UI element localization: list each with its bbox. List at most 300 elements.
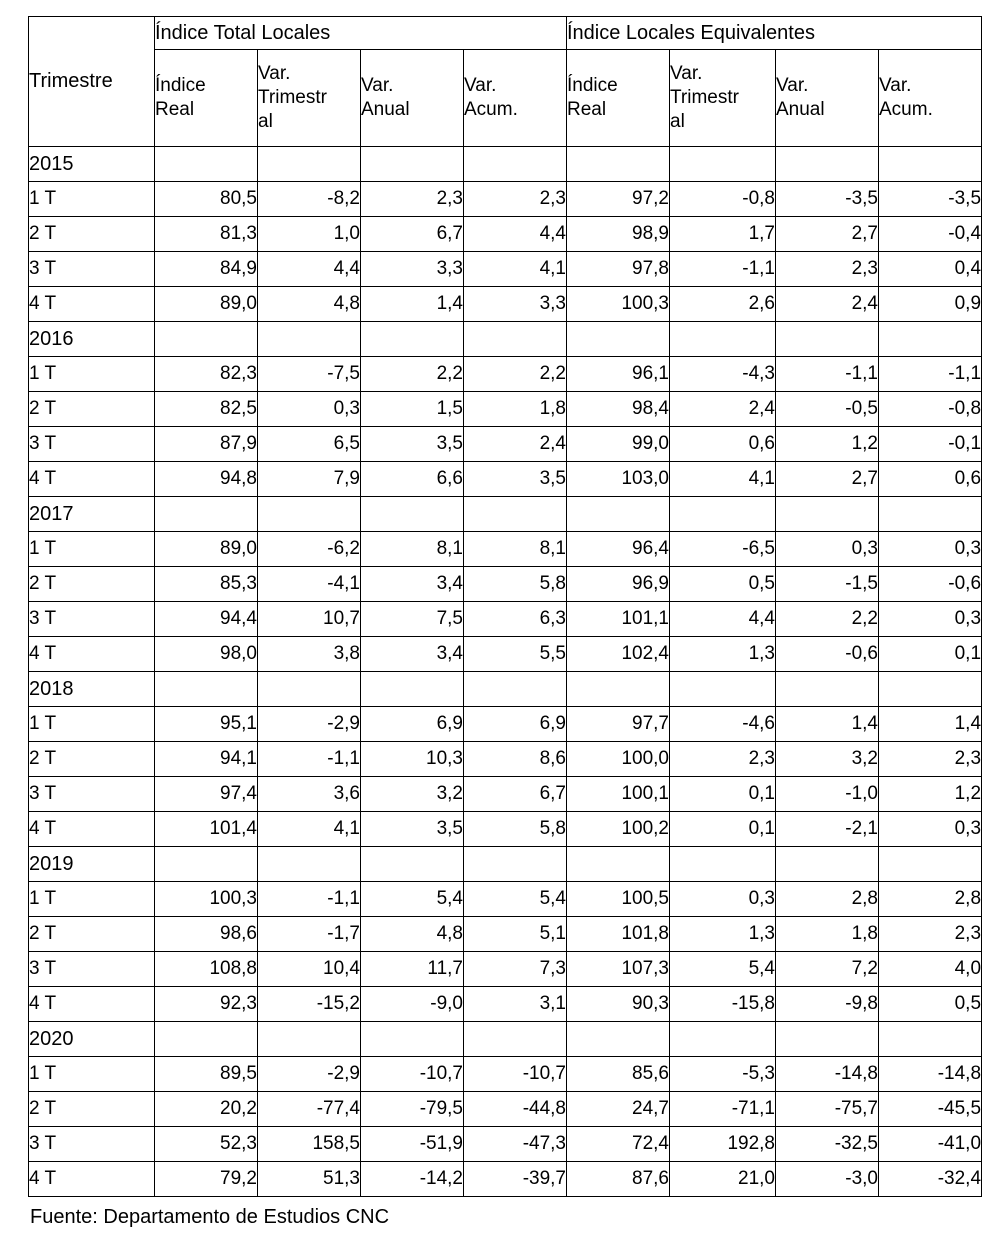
data-cell: 100,3 [155,882,258,917]
year-label: 2015 [29,147,155,182]
data-cell: 2,4 [464,427,567,462]
data-cell: -10,7 [361,1057,464,1092]
data-cell: 158,5 [258,1127,361,1162]
data-cell: 98,4 [567,392,670,427]
data-cell: -1,1 [776,357,879,392]
data-cell: 2,7 [776,462,879,497]
data-cell: -1,5 [776,567,879,602]
data-cell: 95,1 [155,707,258,742]
subheader-line-1: Var. [258,63,291,85]
data-cell: 2,8 [879,882,982,917]
data-cell: -0,5 [776,392,879,427]
data-cell: 100,5 [567,882,670,917]
data-cell: 96,1 [567,357,670,392]
table-row [29,882,982,917]
data-cell: 1,3 [670,637,776,672]
data-cell: 1,4 [361,287,464,322]
data-cell: -9,8 [776,987,879,1022]
data-cell: -15,2 [258,987,361,1022]
year-blank-cell [776,847,879,882]
data-cell: 2,8 [776,882,879,917]
year-blank-cell [776,322,879,357]
data-cell: -44,8 [464,1092,567,1127]
subheader-indice-real-total [155,50,258,147]
year-blank-cell [670,1022,776,1057]
data-cell: 2,3 [464,182,567,217]
quarter-label: 3 T [29,252,155,287]
data-cell: -6,2 [258,532,361,567]
data-cell: -75,7 [776,1092,879,1127]
data-cell: -1,7 [258,917,361,952]
data-cell: 0,6 [879,462,982,497]
data-cell: 1,7 [670,217,776,252]
data-cell: 4,8 [258,287,361,322]
data-cell: -32,4 [879,1162,982,1197]
data-cell: 87,6 [567,1162,670,1197]
data-cell: 6,9 [464,707,567,742]
data-cell: -8,2 [258,182,361,217]
data-cell: 11,7 [361,952,464,987]
data-cell: -7,5 [258,357,361,392]
data-cell: 82,3 [155,357,258,392]
table-row [29,252,982,287]
data-cell: 0,1 [670,812,776,847]
data-cell: -4,3 [670,357,776,392]
quarter-label: 3 T [29,952,155,987]
data-cell: 97,2 [567,182,670,217]
data-cell: 84,9 [155,252,258,287]
data-cell: -0,6 [879,567,982,602]
data-cell: 5,5 [464,637,567,672]
year-blank-cell [776,1022,879,1057]
subheader-var-anual-total [361,50,464,147]
data-cell: 1,8 [776,917,879,952]
data-cell: 85,3 [155,567,258,602]
table-row [29,952,982,987]
year-blank-cell [567,322,670,357]
data-cell: 6,7 [361,217,464,252]
subheader-line-3: al [258,110,273,132]
table-row [29,392,982,427]
quarter-label: 4 T [29,637,155,672]
table-row [29,462,982,497]
data-cell: -14,8 [879,1057,982,1092]
table-row [29,637,982,672]
year-blank-cell [464,1022,567,1057]
data-cell: 101,1 [567,602,670,637]
data-cell: 10,3 [361,742,464,777]
subheader-line-2: Índice [567,75,618,97]
data-cell: 4,4 [258,252,361,287]
data-cell: 24,7 [567,1092,670,1127]
quarter-label: 1 T [29,182,155,217]
data-cell: -0,8 [879,392,982,427]
data-cell: 80,5 [155,182,258,217]
year-blank-cell [464,847,567,882]
year-blank-cell [879,672,982,707]
data-cell: -1,1 [258,742,361,777]
quarter-label: 3 T [29,777,155,812]
subheader-line-3: al [670,110,685,132]
data-cell: 5,4 [361,882,464,917]
year-blank-cell [155,1022,258,1057]
data-cell: 4,1 [670,462,776,497]
data-cell: 3,1 [464,987,567,1022]
subheader-line-2: Índice [155,75,206,97]
subheader-line-2: Var. [776,75,809,97]
subheader-line-2: Var. [464,75,497,97]
quarter-label: 1 T [29,882,155,917]
year-blank-cell [567,147,670,182]
data-cell: 0,3 [670,882,776,917]
data-cell: -2,1 [776,812,879,847]
data-cell: 100,0 [567,742,670,777]
data-cell: 10,4 [258,952,361,987]
data-cell: -3,5 [776,182,879,217]
table-row [29,287,982,322]
data-cell: 97,7 [567,707,670,742]
data-cell: 108,8 [155,952,258,987]
data-cell: -1,1 [879,357,982,392]
year-blank-cell [670,672,776,707]
quarter-label: 4 T [29,987,155,1022]
quarter-label: 2 T [29,1092,155,1127]
data-cell: 2,7 [776,217,879,252]
sub-header-row [29,50,982,147]
quarter-label: 3 T [29,602,155,637]
table-row [29,987,982,1022]
table-row [29,567,982,602]
data-cell: -15,8 [670,987,776,1022]
data-cell: 5,8 [464,567,567,602]
year-blank-cell [361,322,464,357]
data-cell: 89,0 [155,532,258,567]
table-row [29,1127,982,1162]
data-cell: 5,4 [464,882,567,917]
subheader-line-3: Acum. [464,99,518,120]
year-blank-cell [670,147,776,182]
data-cell: 1,5 [361,392,464,427]
year-label: 2018 [29,672,155,707]
subheader-var-anual-equiv [776,50,879,147]
data-cell: 3,4 [361,567,464,602]
data-cell: -2,9 [258,1057,361,1092]
data-cell: -5,3 [670,1057,776,1092]
data-cell: 96,4 [567,532,670,567]
data-cell: 2,2 [361,357,464,392]
year-blank-cell [567,497,670,532]
subheader-line-3: Acum. [879,99,933,120]
data-cell: 98,0 [155,637,258,672]
data-cell: 72,4 [567,1127,670,1162]
year-blank-cell [155,672,258,707]
data-cell: 52,3 [155,1127,258,1162]
data-cell: 100,3 [567,287,670,322]
year-label: 2020 [29,1022,155,1057]
quarter-label: 1 T [29,357,155,392]
data-cell: 51,3 [258,1162,361,1197]
data-cell: 10,7 [258,602,361,637]
data-cell: 3,5 [464,462,567,497]
data-cell: 0,3 [879,602,982,637]
year-blank-cell [155,147,258,182]
subheader-var-trimestral-equiv [670,50,776,147]
table-row [29,357,982,392]
table-row [29,182,982,217]
indices-table [28,16,982,1197]
year-blank-cell [879,147,982,182]
subheader-line-2: Trimestr [258,87,327,109]
data-cell: 2,4 [670,392,776,427]
data-cell: 3,3 [361,252,464,287]
source-note: Fuente: Departamento de Estudios CNC [30,1206,390,1228]
year-row [29,1022,982,1057]
data-cell: 3,6 [258,777,361,812]
data-cell: 3,8 [258,637,361,672]
data-cell: 3,2 [776,742,879,777]
year-blank-cell [258,672,361,707]
quarter-label: 2 T [29,742,155,777]
subheader-var-trimestral-total [258,50,361,147]
data-cell: 2,4 [776,287,879,322]
data-cell: 8,1 [464,532,567,567]
data-cell: 1,4 [776,707,879,742]
data-cell: 4,1 [464,252,567,287]
year-blank-cell [361,1022,464,1057]
data-cell: -0,1 [879,427,982,462]
data-cell: 2,3 [670,742,776,777]
year-row [29,497,982,532]
data-cell: 100,1 [567,777,670,812]
year-blank-cell [464,497,567,532]
year-row [29,147,982,182]
year-blank-cell [776,147,879,182]
table-row [29,812,982,847]
data-cell: 5,8 [464,812,567,847]
year-blank-cell [464,322,567,357]
table-row [29,1092,982,1127]
subheader-line-3: Anual [361,99,410,120]
table-row [29,707,982,742]
data-cell: 3,4 [361,637,464,672]
data-cell: -9,0 [361,987,464,1022]
data-cell: -14,8 [776,1057,879,1092]
data-cell: 97,4 [155,777,258,812]
year-row [29,847,982,882]
data-cell: 4,4 [464,217,567,252]
data-cell: 102,4 [567,637,670,672]
data-cell: 6,6 [361,462,464,497]
data-cell: 6,3 [464,602,567,637]
data-cell: 79,2 [155,1162,258,1197]
data-cell: 20,2 [155,1092,258,1127]
data-cell: -3,5 [879,182,982,217]
data-cell: -0,8 [670,182,776,217]
quarter-label: 1 T [29,707,155,742]
year-blank-cell [670,497,776,532]
data-cell: -1,0 [776,777,879,812]
subheader-var-acum-total [464,50,567,147]
data-cell: -45,5 [879,1092,982,1127]
data-cell: 0,1 [879,637,982,672]
group-header-row [29,17,982,50]
data-cell: 6,5 [258,427,361,462]
year-blank-cell [776,497,879,532]
data-cell: -14,2 [361,1162,464,1197]
quarter-label: 3 T [29,427,155,462]
data-cell: 2,3 [879,742,982,777]
data-cell: 5,4 [670,952,776,987]
data-cell: 2,6 [670,287,776,322]
data-cell: 94,4 [155,602,258,637]
data-cell: 97,8 [567,252,670,287]
year-blank-cell [258,1022,361,1057]
year-blank-cell [258,847,361,882]
data-cell: 92,3 [155,987,258,1022]
year-blank-cell [567,1022,670,1057]
subheader-line-2: Trimestr [670,87,739,109]
data-cell: 0,3 [776,532,879,567]
year-blank-cell [155,847,258,882]
table-row [29,777,982,812]
data-cell: 103,0 [567,462,670,497]
year-blank-cell [464,672,567,707]
data-cell: 0,6 [670,427,776,462]
table-body [29,147,982,1197]
data-cell: 4,0 [879,952,982,987]
data-cell: 4,1 [258,812,361,847]
data-cell: 1,4 [879,707,982,742]
year-blank-cell [361,672,464,707]
subheader-line-2: Var. [361,75,394,97]
data-cell: 2,3 [879,917,982,952]
year-label: 2017 [29,497,155,532]
data-cell: 96,9 [567,567,670,602]
data-cell: 0,4 [879,252,982,287]
data-cell: -47,3 [464,1127,567,1162]
year-blank-cell [155,497,258,532]
data-cell: 3,3 [464,287,567,322]
subheader-line-2: Var. [879,75,912,97]
quarter-label: 2 T [29,392,155,427]
table-row [29,1162,982,1197]
year-blank-cell [670,847,776,882]
data-cell: 0,3 [879,812,982,847]
data-cell: 85,6 [567,1057,670,1092]
quarter-label: 3 T [29,1127,155,1162]
subheader-var-acum-equiv [879,50,982,147]
table-row [29,217,982,252]
data-cell: 192,8 [670,1127,776,1162]
data-cell: 81,3 [155,217,258,252]
data-cell: -77,4 [258,1092,361,1127]
data-cell: 4,8 [361,917,464,952]
table-header [29,17,982,147]
subheader-line-3: Real [567,99,607,120]
data-cell: 6,7 [464,777,567,812]
year-blank-cell [879,1022,982,1057]
data-cell: 1,0 [258,217,361,252]
year-blank-cell [258,147,361,182]
data-cell: -2,9 [258,707,361,742]
data-cell: 89,0 [155,287,258,322]
data-cell: -39,7 [464,1162,567,1197]
data-cell: -41,0 [879,1127,982,1162]
data-cell: 7,3 [464,952,567,987]
data-cell: -0,6 [776,637,879,672]
year-blank-cell [361,847,464,882]
data-cell: 98,6 [155,917,258,952]
year-blank-cell [670,322,776,357]
quarter-label: 2 T [29,917,155,952]
data-cell: -32,5 [776,1127,879,1162]
subheader-line-1: Var. [670,63,703,85]
year-row [29,672,982,707]
data-cell: -3,0 [776,1162,879,1197]
table-row [29,742,982,777]
data-cell: 94,8 [155,462,258,497]
year-blank-cell [361,147,464,182]
data-cell: -1,1 [670,252,776,287]
year-blank-cell [464,147,567,182]
quarter-label: 2 T [29,567,155,602]
data-cell: 7,9 [258,462,361,497]
data-cell: 87,9 [155,427,258,462]
year-label: 2016 [29,322,155,357]
data-cell: 2,3 [776,252,879,287]
table-row [29,1057,982,1092]
group-header-locales-equivalentes: Índice Locales Equivalentes [567,17,982,50]
data-cell: -4,1 [258,567,361,602]
data-cell: 101,4 [155,812,258,847]
data-cell: 1,2 [776,427,879,462]
data-cell: 0,5 [879,987,982,1022]
subheader-line-3: Anual [776,99,825,120]
data-cell: 107,3 [567,952,670,987]
data-cell: -79,5 [361,1092,464,1127]
data-cell: 98,9 [567,217,670,252]
data-cell: -1,1 [258,882,361,917]
quarter-label: 1 T [29,532,155,567]
quarter-label: 4 T [29,287,155,322]
data-cell: 21,0 [670,1162,776,1197]
data-cell: 6,9 [361,707,464,742]
group-header-total-locales: Índice Total Locales [155,17,567,50]
data-cell: -4,6 [670,707,776,742]
table-row [29,532,982,567]
table-row [29,917,982,952]
data-cell: 0,5 [670,567,776,602]
data-cell: 2,3 [361,182,464,217]
data-cell: 1,2 [879,777,982,812]
data-cell: -71,1 [670,1092,776,1127]
quarter-label: 4 T [29,462,155,497]
year-blank-cell [155,322,258,357]
data-cell: 94,1 [155,742,258,777]
year-blank-cell [567,672,670,707]
quarter-label: 2 T [29,217,155,252]
data-cell: -51,9 [361,1127,464,1162]
data-cell: 0,3 [879,532,982,567]
data-cell: 0,1 [670,777,776,812]
data-cell: 2,2 [776,602,879,637]
data-cell: 100,2 [567,812,670,847]
data-cell: 0,9 [879,287,982,322]
year-blank-cell [879,847,982,882]
year-blank-cell [879,322,982,357]
data-cell: 3,5 [361,427,464,462]
table-row [29,602,982,637]
